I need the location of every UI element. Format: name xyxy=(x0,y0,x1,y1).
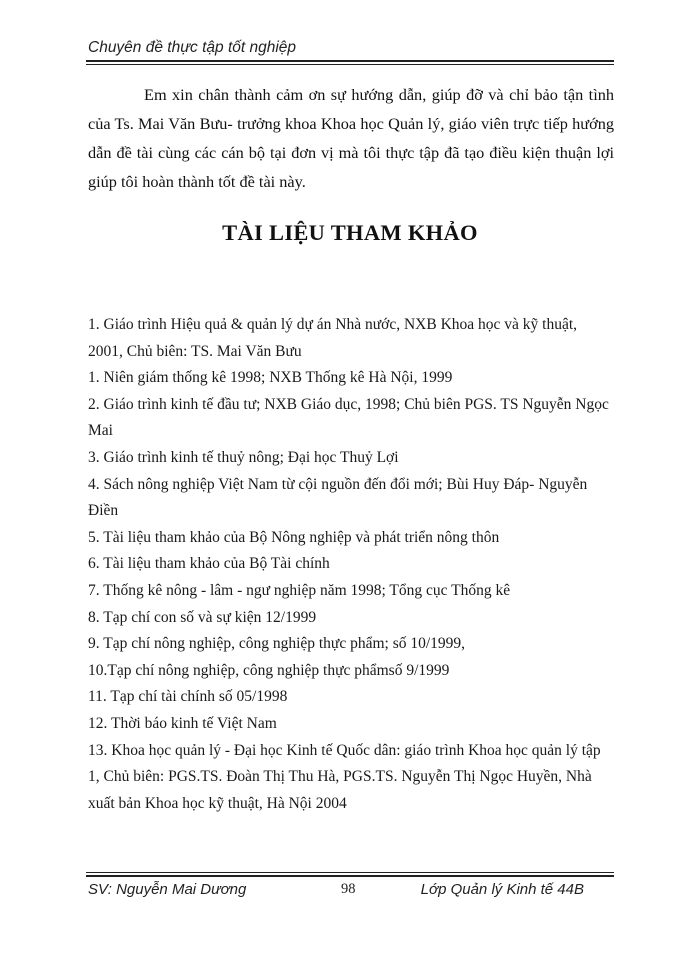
reference-item: 11. Tạp chí tài chính số 05/1998 xyxy=(88,688,288,706)
reference-list xyxy=(88,312,614,817)
reference-item: 9. Tạp chí nông nghiệp, công nghiệp thực phẩm; số 10/1999, xyxy=(88,635,466,653)
reference-item: 7. Thống kê nông - lâm - ngư nghiệp năm 1998; Tổng cục Thống kê xyxy=(88,581,511,599)
reference-item: 2. Giáo trình kinh tế đầu tư; NXB Giáo dục, 1998; Chủ biên PGS. TS Nguyễn Ngọc Mai xyxy=(88,395,609,440)
page-number: 98 xyxy=(341,881,356,897)
reference-item: 13. Khoa học quản lý - Đại học Kinh tế Quốc dân: giáo trình Khoa học quản lý tập 1, Chủ biên: PGS.TS. Đoàn Thị Thu Hà, PGS.TS. Nguyễn Thị Ngọc Huyền, Nhà xuất bản Khoa học kỹ thuật, Hà Nội 2004 xyxy=(88,741,601,812)
reference-item: 8. Tạp chí con số và sự kiện 12/1999 xyxy=(88,608,317,626)
reference-item: 1. Niên giám thống kê 1998; NXB Thống kê Hà Nội, 1999 xyxy=(88,369,453,387)
reference-item: 6. Tài liệu tham khảo của Bộ Tài chính xyxy=(88,555,330,573)
footer-student-name: SV: Nguyễn Mai Dương xyxy=(88,881,247,898)
reference-item: 12. Thời báo kinh tế Việt Nam xyxy=(88,714,277,732)
header-rule-thin xyxy=(86,64,614,65)
reference-item: 5. Tài liệu tham khảo của Bộ Nông nghiệp và phát triển nông thôn xyxy=(88,528,500,546)
reference-item: 10.Tạp chí nông nghiệp, công nghiệp thực phẩmsố 9/1999 xyxy=(88,661,450,679)
page-footer xyxy=(88,881,614,905)
footer-class-name: Lớp Quản lý Kinh tế 44B xyxy=(420,881,584,898)
footer-rule-thick xyxy=(86,875,614,877)
footer-rule-thin xyxy=(86,872,614,873)
reference-item: 3. Giáo trình kinh tế thuỷ nông; Đại học Thuỷ Lợi xyxy=(88,448,399,466)
reference-item: 4. Sách nông nghiệp Việt Nam từ cội nguồn đến đổi mới; Bùi Huy Đáp- Nguyễn Điền xyxy=(88,475,588,520)
header-rule-thick xyxy=(86,60,614,62)
reference-item: 1. Giáo trình Hiệu quả & quản lý dự án Nhà nước, NXB Khoa học và kỹ thuật, 2001, Chủ biên: TS. Mai Văn Bưu xyxy=(88,316,578,360)
acknowledgement-paragraph: Em xin chân thành cảm ơn sự hướng dẫn, giúp đỡ và chỉ bảo tận tình của Ts. Mai Văn Bưu- trưởng khoa Khoa học Quản lý, giáo viên trực tiếp hướng dẫn đề tài cùng các cán bộ tại đơn vị mà tôi thực tập đã tạo điều kiện thuận lợi giúp tôi hoàn thành tốt đề tài này. xyxy=(88,85,614,191)
section-title: TÀI LIỆU THAM KHẢO xyxy=(222,220,478,245)
page-header-title: Chuyên đề thực tập tốt nghiệp xyxy=(88,39,297,56)
